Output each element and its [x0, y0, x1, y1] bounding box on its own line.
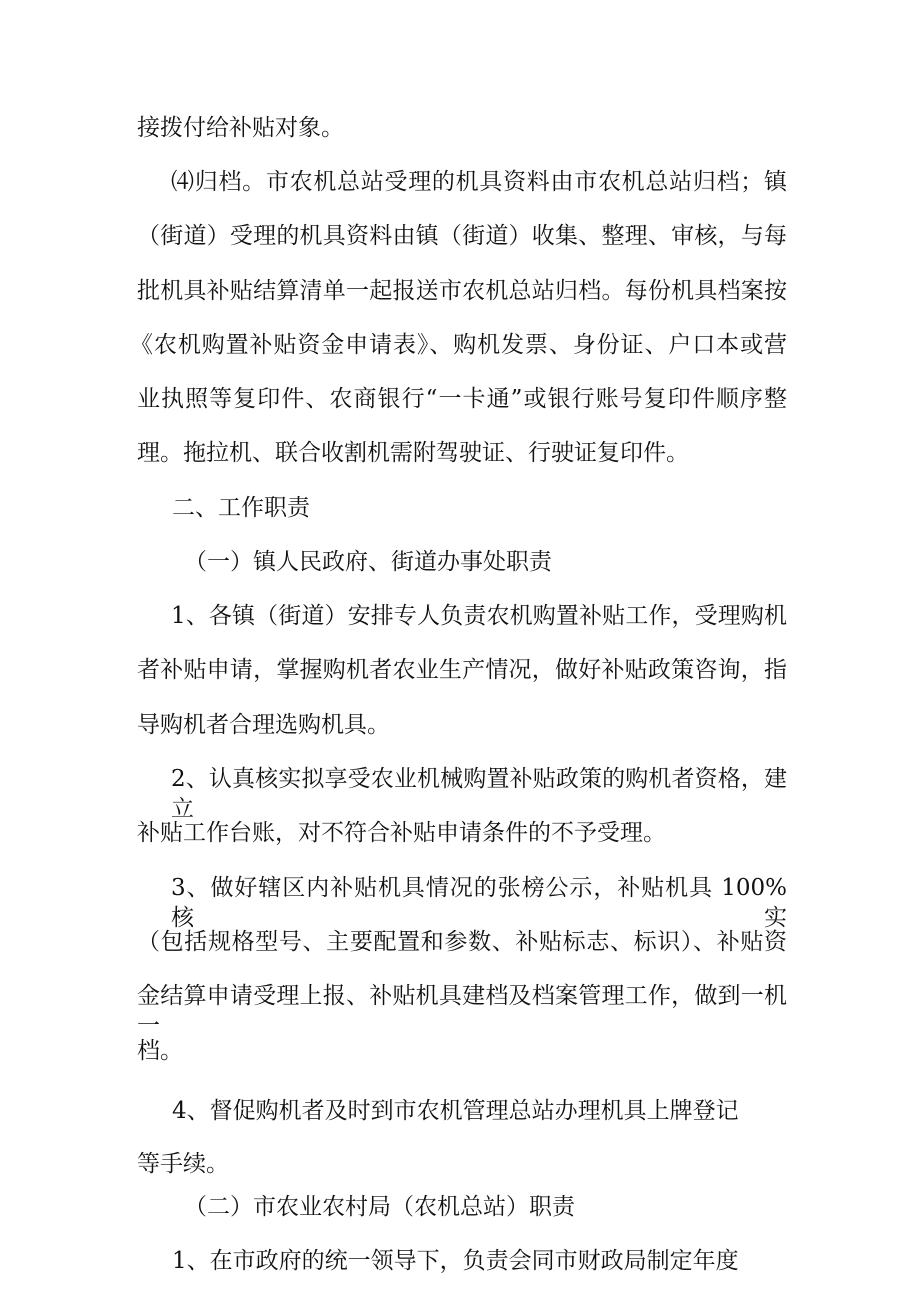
text-line: 《农机购置补贴资金申请表》、购机发票、身份证、户口本或营	[130, 332, 787, 358]
subsection-heading: （二）市农业农村局（农机总站）职责	[184, 1194, 575, 1220]
text-line: 业执照等复印件、农商银行“一卡通”或银行账号复印件顺序整	[137, 386, 787, 412]
text-line: 等手续。	[137, 1151, 229, 1177]
text-line: （街道）受理的机具资料由镇（街道）收集、整理、审核，与每	[137, 223, 787, 249]
section-heading: 二、工作职责	[172, 495, 310, 521]
text-line: 档。	[137, 1038, 183, 1064]
text-line: 2、认真核实拟享受农业机械购置补贴政策的购机者资格，建立	[171, 766, 787, 822]
text-line: 1、各镇（街道）安排专人负责农机购置补贴工作，受理购机	[171, 603, 787, 629]
text-line: 1、在市政府的统一领导下，负责会同市财政局制定年度	[172, 1248, 739, 1274]
text-line: 理。拖拉机、联合收割机需附驾驶证、行驶证复印件。	[137, 440, 689, 466]
text-line: 批机具补贴结算清单一起报送市农机总站归档。每份机具档案按	[137, 278, 787, 304]
text-line: 金结算申请受理上报、补贴机具建档及档案管理工作，做到一机一	[137, 983, 787, 1039]
text-line: 者补贴申请，掌握购机者农业生产情况，做好补贴政策咨询，指	[137, 657, 787, 683]
text-line: （包括规格型号、主要配置和参数、补贴标志、标识）、补贴资	[137, 929, 787, 955]
text-line: 导购机者合理选购机具。	[137, 712, 390, 738]
text-line: 接拨付给补贴对象。	[137, 115, 344, 141]
text-line: 4、督促购机者及时到市农机管理总站办理机具上牌登记	[172, 1098, 739, 1124]
text-line: ⑷归档。市农机总站受理的机具资料由市农机总站归档；镇	[171, 169, 787, 195]
text-line: 补贴工作台账，对不符合补贴申请条件的不予受理。	[137, 820, 666, 846]
text-line: 3、做好辖区内补贴机具情况的张榜公示，补贴机具 100%核实	[171, 875, 787, 931]
subsection-heading: （一）镇人民政府、街道办事处职责	[184, 549, 552, 575]
